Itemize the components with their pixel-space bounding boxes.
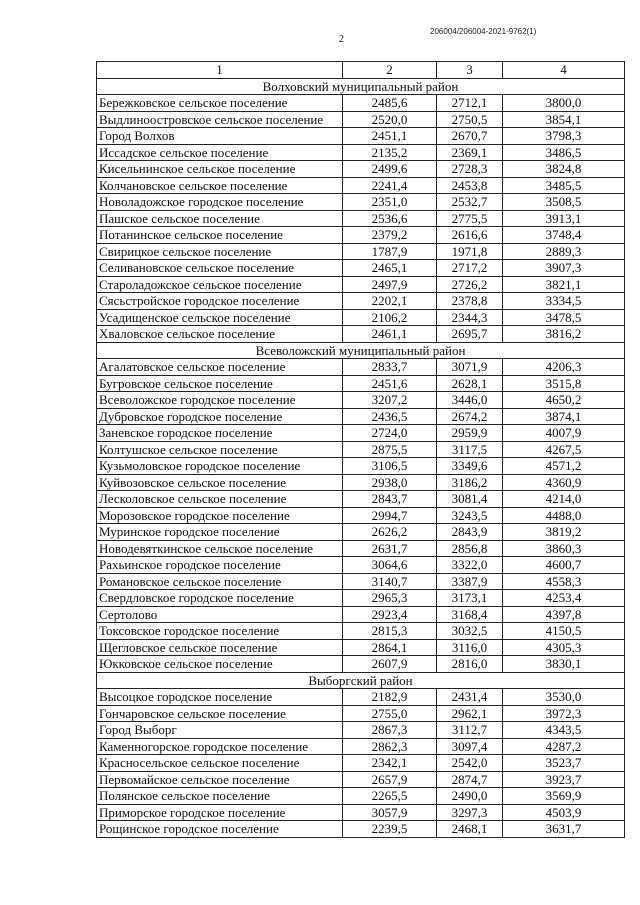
value-cell: 2542,0 xyxy=(437,755,503,772)
value-cell: 4214,0 xyxy=(503,491,625,508)
value-cell: 3860,3 xyxy=(503,540,625,557)
settlement-name: Морозовское городское поселение xyxy=(97,507,343,524)
value-cell: 2182,9 xyxy=(343,689,437,706)
value-cell: 3913,1 xyxy=(503,210,625,227)
value-cell: 3106,5 xyxy=(343,458,437,475)
value-cell: 3907,3 xyxy=(503,260,625,277)
value-cell: 4600,7 xyxy=(503,557,625,574)
settlement-name: Агалатовское сельское поселение xyxy=(97,359,343,376)
settlement-name: Свирицкое сельское поселение xyxy=(97,243,343,260)
value-cell: 2451,6 xyxy=(343,375,437,392)
value-cell: 1787,9 xyxy=(343,243,437,260)
value-cell: 3064,6 xyxy=(343,557,437,574)
settlement-name: Каменногорское городское поселение xyxy=(97,738,343,755)
value-cell: 2436,5 xyxy=(343,408,437,425)
table-row xyxy=(97,573,625,590)
table-row xyxy=(97,804,625,821)
section-title: Выборгский район xyxy=(97,672,625,689)
value-cell: 1971,8 xyxy=(437,243,503,260)
table-row xyxy=(97,491,625,508)
value-cell: 3874,1 xyxy=(503,408,625,425)
value-cell: 3819,2 xyxy=(503,524,625,541)
value-cell: 3800,0 xyxy=(503,95,625,112)
value-cell: 3530,0 xyxy=(503,689,625,706)
value-cell: 2864,1 xyxy=(343,639,437,656)
value-cell: 2843,7 xyxy=(343,491,437,508)
settlement-name: Романовское сельское поселение xyxy=(97,573,343,590)
settlement-name: Заневское городское поселение xyxy=(97,425,343,442)
value-cell: 2202,1 xyxy=(343,293,437,310)
settlement-name: Усадищенское сельское поселение xyxy=(97,309,343,326)
value-cell: 3243,5 xyxy=(437,507,503,524)
value-cell: 3297,3 xyxy=(437,804,503,821)
value-cell: 2717,2 xyxy=(437,260,503,277)
value-cell: 2379,2 xyxy=(343,227,437,244)
settlement-name: Свердловское городское поселение xyxy=(97,590,343,607)
settlement-name: Староладожское сельское поселение xyxy=(97,276,343,293)
table-row xyxy=(97,755,625,772)
value-cell: 2816,0 xyxy=(437,656,503,673)
value-cell: 2520,0 xyxy=(343,111,437,128)
table-row xyxy=(97,458,625,475)
value-cell: 4007,9 xyxy=(503,425,625,442)
value-cell: 3515,8 xyxy=(503,375,625,392)
settlement-name: Город Выборг xyxy=(97,722,343,739)
table-row xyxy=(97,111,625,128)
table-row xyxy=(97,161,625,178)
value-cell: 2241,4 xyxy=(343,177,437,194)
value-cell: 4397,8 xyxy=(503,606,625,623)
value-cell: 2497,9 xyxy=(343,276,437,293)
value-cell: 2712,1 xyxy=(437,95,503,112)
value-cell: 2856,8 xyxy=(437,540,503,557)
value-cell: 2616,6 xyxy=(437,227,503,244)
table-row xyxy=(97,177,625,194)
table-row xyxy=(97,210,625,227)
settlement-name: Высоцкое городское поселение xyxy=(97,689,343,706)
value-cell: 2453,8 xyxy=(437,177,503,194)
section-row xyxy=(97,342,625,359)
value-cell: 2465,1 xyxy=(343,260,437,277)
value-cell: 3186,2 xyxy=(437,474,503,491)
value-cell: 2959,9 xyxy=(437,425,503,442)
value-cell: 2468,1 xyxy=(437,821,503,838)
table-row xyxy=(97,689,625,706)
settlement-name: Селивановское сельское поселение xyxy=(97,260,343,277)
settlement-name: Бережковское сельское поселение xyxy=(97,95,343,112)
value-cell: 4650,2 xyxy=(503,392,625,409)
value-cell: 4503,9 xyxy=(503,804,625,821)
value-cell: 2607,9 xyxy=(343,656,437,673)
value-cell: 2874,7 xyxy=(437,771,503,788)
value-cell: 2833,7 xyxy=(343,359,437,376)
value-cell: 2369,1 xyxy=(437,144,503,161)
value-cell: 3140,7 xyxy=(343,573,437,590)
settlement-name: Сертолово xyxy=(97,606,343,623)
value-cell: 2670,7 xyxy=(437,128,503,145)
value-cell: 3173,1 xyxy=(437,590,503,607)
value-cell: 2775,5 xyxy=(437,210,503,227)
table-row xyxy=(97,276,625,293)
value-cell: 4206,3 xyxy=(503,359,625,376)
value-cell: 3569,9 xyxy=(503,788,625,805)
value-cell: 3485,5 xyxy=(503,177,625,194)
value-cell: 2106,2 xyxy=(343,309,437,326)
value-cell: 3486,5 xyxy=(503,144,625,161)
header-row xyxy=(97,62,625,79)
value-cell: 2965,3 xyxy=(343,590,437,607)
value-cell: 2461,1 xyxy=(343,326,437,343)
settlement-name: Бугровское сельское поселение xyxy=(97,375,343,392)
value-cell: 3508,5 xyxy=(503,194,625,211)
value-cell: 2875,5 xyxy=(343,441,437,458)
settlements-table xyxy=(96,61,625,838)
settlement-name: Кузьмоловское городское поселение xyxy=(97,458,343,475)
settlement-name: Рахьинское городское поселение xyxy=(97,557,343,574)
table-row xyxy=(97,144,625,161)
value-cell: 4267,5 xyxy=(503,441,625,458)
value-cell: 2938,0 xyxy=(343,474,437,491)
page-number: 2 xyxy=(339,34,344,45)
value-cell: 2889,3 xyxy=(503,243,625,260)
column-header: 4 xyxy=(503,62,625,79)
value-cell: 3478,5 xyxy=(503,309,625,326)
value-cell: 2532,7 xyxy=(437,194,503,211)
value-cell: 4287,2 xyxy=(503,738,625,755)
value-cell: 2724,0 xyxy=(343,425,437,442)
value-cell: 2695,7 xyxy=(437,326,503,343)
table-row xyxy=(97,656,625,673)
settlement-name: Колчановское сельское поселение xyxy=(97,177,343,194)
table-row xyxy=(97,392,625,409)
value-cell: 2135,2 xyxy=(343,144,437,161)
settlement-name: Колтушское сельское поселение xyxy=(97,441,343,458)
value-cell: 2843,9 xyxy=(437,524,503,541)
settlement-name: Красносельское сельское поселение xyxy=(97,755,343,772)
document-id: 206004/206004-2021-9762(1) xyxy=(430,27,537,36)
value-cell: 2755,0 xyxy=(343,705,437,722)
value-cell: 2631,7 xyxy=(343,540,437,557)
value-cell: 3923,7 xyxy=(503,771,625,788)
value-cell: 4558,3 xyxy=(503,573,625,590)
settlement-name: Потанинское сельское поселение xyxy=(97,227,343,244)
table-body xyxy=(97,62,625,838)
table-row xyxy=(97,639,625,656)
settlement-name: Дубровское городское поселение xyxy=(97,408,343,425)
settlement-name: Полянское сельское поселение xyxy=(97,788,343,805)
value-cell: 2344,3 xyxy=(437,309,503,326)
value-cell: 2628,1 xyxy=(437,375,503,392)
table-row xyxy=(97,821,625,838)
settlement-name: Город Волхов xyxy=(97,128,343,145)
value-cell: 3349,6 xyxy=(437,458,503,475)
settlement-name: Щегловское сельское поселение xyxy=(97,639,343,656)
column-header: 1 xyxy=(97,62,343,79)
value-cell: 3824,8 xyxy=(503,161,625,178)
table-row xyxy=(97,408,625,425)
value-cell: 3116,0 xyxy=(437,639,503,656)
section-row xyxy=(97,78,625,95)
value-cell: 3168,4 xyxy=(437,606,503,623)
table-row xyxy=(97,557,625,574)
value-cell: 3112,7 xyxy=(437,722,503,739)
table-row xyxy=(97,524,625,541)
value-cell: 2342,1 xyxy=(343,755,437,772)
settlement-name: Рощинское городское поселение xyxy=(97,821,343,838)
value-cell: 3798,3 xyxy=(503,128,625,145)
value-cell: 3821,1 xyxy=(503,276,625,293)
table-row xyxy=(97,738,625,755)
table-row xyxy=(97,705,625,722)
value-cell: 2378,8 xyxy=(437,293,503,310)
value-cell: 3830,1 xyxy=(503,656,625,673)
table-row xyxy=(97,260,625,277)
value-cell: 4150,5 xyxy=(503,623,625,640)
value-cell: 4360,9 xyxy=(503,474,625,491)
value-cell: 4343,5 xyxy=(503,722,625,739)
settlement-name: Хваловское сельское поселение xyxy=(97,326,343,343)
value-cell: 3972,3 xyxy=(503,705,625,722)
value-cell: 3057,9 xyxy=(343,804,437,821)
section-title: Всеволожский муниципальный район xyxy=(97,342,625,359)
table-row xyxy=(97,359,625,376)
table-row xyxy=(97,722,625,739)
value-cell: 2451,1 xyxy=(343,128,437,145)
table-row xyxy=(97,95,625,112)
value-cell: 3334,5 xyxy=(503,293,625,310)
value-cell: 3081,4 xyxy=(437,491,503,508)
section-row xyxy=(97,672,625,689)
table-row xyxy=(97,623,625,640)
settlement-name: Всеволожское городское поселение xyxy=(97,392,343,409)
value-cell: 2815,3 xyxy=(343,623,437,640)
settlement-name: Юкковское сельское поселение xyxy=(97,656,343,673)
value-cell: 2750,5 xyxy=(437,111,503,128)
value-cell: 2726,2 xyxy=(437,276,503,293)
value-cell: 3207,2 xyxy=(343,392,437,409)
settlement-name: Сясьстройское городское поселение xyxy=(97,293,343,310)
table-row xyxy=(97,128,625,145)
settlement-name: Лесколовское сельское поселение xyxy=(97,491,343,508)
value-cell: 4488,0 xyxy=(503,507,625,524)
settlement-name: Первомайское сельское поселение xyxy=(97,771,343,788)
value-cell: 3097,4 xyxy=(437,738,503,755)
value-cell: 3446,0 xyxy=(437,392,503,409)
value-cell: 2626,2 xyxy=(343,524,437,541)
settlement-name: Кисельнинское сельское поселение xyxy=(97,161,343,178)
value-cell: 3631,7 xyxy=(503,821,625,838)
value-cell: 3032,5 xyxy=(437,623,503,640)
table-row xyxy=(97,771,625,788)
settlement-name: Куйвозовское сельское поселение xyxy=(97,474,343,491)
table-row xyxy=(97,309,625,326)
settlement-name: Гончаровское сельское поселение xyxy=(97,705,343,722)
settlement-name: Пашское сельское поселение xyxy=(97,210,343,227)
table-row xyxy=(97,326,625,343)
value-cell: 2962,1 xyxy=(437,705,503,722)
table-row xyxy=(97,788,625,805)
column-header: 2 xyxy=(343,62,437,79)
value-cell: 2674,2 xyxy=(437,408,503,425)
value-cell: 2994,7 xyxy=(343,507,437,524)
table-row xyxy=(97,375,625,392)
settlement-name: Муринское городское поселение xyxy=(97,524,343,541)
value-cell: 2728,3 xyxy=(437,161,503,178)
column-header: 3 xyxy=(437,62,503,79)
value-cell: 2862,3 xyxy=(343,738,437,755)
table-row xyxy=(97,474,625,491)
table-row xyxy=(97,243,625,260)
table-row xyxy=(97,507,625,524)
value-cell: 3387,9 xyxy=(437,573,503,590)
settlement-name: Выдлиноостровское сельское поселение xyxy=(97,111,343,128)
table-row xyxy=(97,293,625,310)
table-row xyxy=(97,194,625,211)
table-row xyxy=(97,606,625,623)
value-cell: 3854,1 xyxy=(503,111,625,128)
value-cell: 3071,9 xyxy=(437,359,503,376)
table-row xyxy=(97,590,625,607)
value-cell: 3322,0 xyxy=(437,557,503,574)
value-cell: 3748,4 xyxy=(503,227,625,244)
value-cell: 4253,4 xyxy=(503,590,625,607)
settlement-name: Токсовское городское поселение xyxy=(97,623,343,640)
value-cell: 3523,7 xyxy=(503,755,625,772)
section-title: Волховский муниципальный район xyxy=(97,78,625,95)
settlement-name: Новодевяткинское сельское поселение xyxy=(97,540,343,557)
value-cell: 2867,3 xyxy=(343,722,437,739)
value-cell: 3117,5 xyxy=(437,441,503,458)
value-cell: 3816,2 xyxy=(503,326,625,343)
table-row xyxy=(97,425,625,442)
table-row xyxy=(97,227,625,244)
value-cell: 2657,9 xyxy=(343,771,437,788)
value-cell: 2536,6 xyxy=(343,210,437,227)
value-cell: 2485,6 xyxy=(343,95,437,112)
value-cell: 4571,2 xyxy=(503,458,625,475)
settlement-name: Приморское городское поселение xyxy=(97,804,343,821)
value-cell: 2239,5 xyxy=(343,821,437,838)
value-cell: 2923,4 xyxy=(343,606,437,623)
value-cell: 4305,3 xyxy=(503,639,625,656)
value-cell: 2499,6 xyxy=(343,161,437,178)
settlement-name: Иссадское сельское поселение xyxy=(97,144,343,161)
value-cell: 2351,0 xyxy=(343,194,437,211)
table-row xyxy=(97,441,625,458)
value-cell: 2431,4 xyxy=(437,689,503,706)
value-cell: 2490,0 xyxy=(437,788,503,805)
table-row xyxy=(97,540,625,557)
settlement-name: Новоладожское городское поселение xyxy=(97,194,343,211)
value-cell: 2265,5 xyxy=(343,788,437,805)
